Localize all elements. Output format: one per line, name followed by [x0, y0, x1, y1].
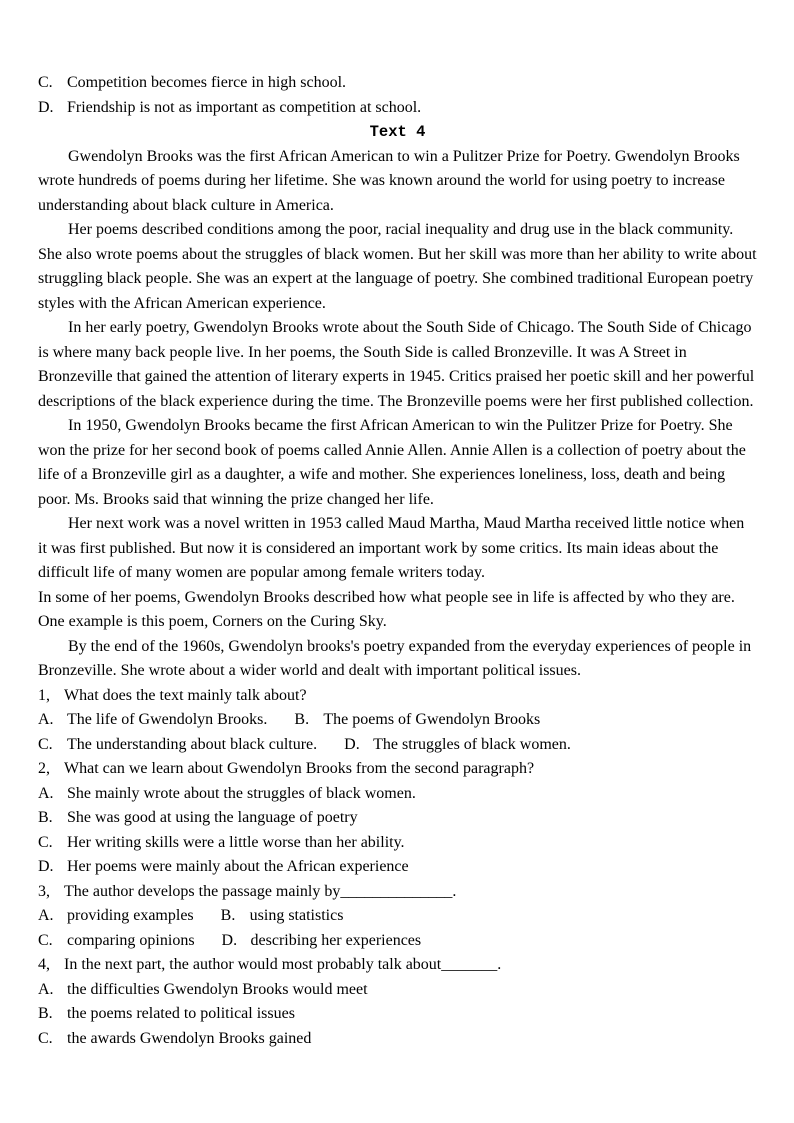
option-letter: A.	[38, 784, 54, 802]
question-number: 4,	[38, 956, 50, 973]
passage-paragraph: By the end of the 1960s, Gwendolyn brooks's poetry expanded from the everyday experiences of people in Bronzeville. She wrote about a wider world and dealt with important political issues.	[38, 637, 752, 679]
passage-paragraph: Gwendolyn Brooks was the first African American to win a Pulitzer Prize for Poetry. Gwendolyn Brooks wrote hundreds of poems during her lifetime. She was known around the world for using poetry to increase understanding about black culture in America.	[38, 147, 740, 214]
option-text: The life of Gwendolyn Brooks.	[67, 711, 268, 728]
option-row	[38, 708, 757, 733]
answer-option	[38, 736, 317, 753]
answer-option	[38, 96, 757, 121]
option-text: Her poems were mainly about the African experience	[67, 858, 409, 875]
option-text: Her writing skills were a little worse than her ability.	[67, 833, 405, 851]
option-text: Competition becomes fierce in high school.	[67, 74, 347, 91]
option-letter: A.	[38, 980, 54, 998]
question-number: 3,	[38, 882, 50, 900]
question-stem-line	[38, 757, 757, 782]
answer-option	[38, 831, 757, 856]
question-number: 1,	[38, 686, 50, 704]
answer-option	[38, 806, 757, 831]
answer-option	[38, 1002, 757, 1027]
question-block	[38, 953, 757, 1051]
question-block	[38, 757, 757, 880]
question-stem: In the next part, the author would most probably talk about_______.	[64, 956, 502, 973]
question-stem-line	[38, 953, 757, 978]
option-text: The understanding about black culture.	[67, 735, 318, 753]
question-block	[38, 880, 757, 954]
answer-option	[38, 907, 194, 924]
answer-option	[38, 978, 757, 1003]
option-row	[38, 733, 757, 758]
question-stem: The author develops the passage mainly by______________.	[64, 882, 457, 900]
answer-option	[38, 711, 267, 728]
option-letter: C.	[38, 735, 53, 753]
option-row	[38, 904, 757, 929]
passage-paragraph: Her next work was a novel written in 1953 called Maud Martha, Maud Martha received little notice when it was first published. But now it is considered an important work by some critics. Its main ideas about the difficult life of many women are popular among female writers today.	[38, 515, 745, 581]
question-number: 2,	[38, 760, 50, 777]
option-text: using statistics	[249, 907, 344, 924]
option-text: Friendship is not as important as competition at school.	[67, 98, 422, 116]
option-text: providing examples	[67, 907, 194, 924]
question-block	[38, 684, 757, 758]
option-text: The struggles of black women.	[373, 735, 571, 753]
option-letter: B.	[220, 907, 236, 924]
option-letter: B.	[294, 711, 310, 728]
option-text: describing her experiences	[250, 931, 422, 949]
option-text: She was good at using the language of poetry	[67, 809, 358, 826]
option-letter: D.	[38, 98, 54, 116]
option-letter: D.	[344, 735, 360, 753]
option-text: The poems of Gwendolyn Brooks	[323, 711, 541, 728]
answer-option	[221, 907, 344, 924]
option-text: comparing opinions	[67, 931, 195, 949]
answer-option	[38, 1027, 757, 1052]
option-letter: C.	[38, 931, 53, 949]
answer-option	[38, 855, 757, 880]
option-letter: D.	[38, 858, 54, 875]
option-letter: C.	[38, 1029, 53, 1047]
option-letter: D.	[221, 931, 238, 949]
option-letter: A.	[38, 907, 54, 924]
option-row	[38, 929, 757, 954]
question-stem-line	[38, 880, 757, 905]
option-text: the difficulties Gwendolyn Brooks would meet	[67, 980, 368, 998]
passage-paragraph: In 1950, Gwendolyn Brooks became the first African American to win the Pulitzer Prize for Poetry. She won the prize for her second book of poems called Annie Allen. Annie Allen is a collection of poetry about the life of a Bronzeville girl as a daughter, a wife and mother. She experiences loneliness, loss, death and being poor. Ms. Brooks said that winning the prize changed her life.	[38, 417, 746, 508]
option-letter: B.	[38, 1005, 53, 1022]
answer-option	[344, 736, 571, 753]
option-text: She mainly wrote about the struggles of black women.	[67, 784, 416, 802]
option-text: the awards Gwendolyn Brooks gained	[67, 1029, 312, 1047]
answer-option	[294, 711, 540, 728]
answer-option	[222, 932, 422, 949]
question-stem-line	[38, 684, 757, 709]
passage-paragraph: Her poems described conditions among the poor, racial inequality and drug use in the black community. She also wrote poems about the struggles of black women. But her skill was more than her ability to write about struggling black people. She was an expert at the language of poetry. She combined traditional European poetry styles with the African American experience.	[38, 221, 757, 312]
option-letter: B.	[38, 809, 53, 826]
question-stem: What can we learn about Gwendolyn Brooks from the second paragraph?	[64, 760, 535, 777]
option-letter: C.	[38, 74, 53, 91]
passage-paragraph: In her early poetry, Gwendolyn Brooks wrote about the South Side of Chicago. The South Side of Chicago is where many back people live. In her poems, the South Side is called Bronzeville. It was A Street in Bronzeville that gained the attention of literary experts in 1945. Critics praised her poetic skill and her powerful descriptions of the black experience during the time. The Bronzeville poems were her first published collection.	[38, 319, 755, 410]
section-heading: Text 4	[369, 123, 426, 141]
option-letter: A.	[38, 711, 54, 728]
passage-paragraph: In some of her poems, Gwendolyn Brooks described how what people see in life is affected by who they are. One example is this poem, Corners on the Curing Sky.	[38, 588, 735, 630]
answer-option	[38, 782, 757, 807]
option-text: the poems related to political issues	[67, 1005, 295, 1022]
answer-option	[38, 932, 195, 949]
question-stem: What does the text mainly talk about?	[64, 686, 307, 704]
option-letter: C.	[38, 833, 53, 851]
answer-option	[38, 71, 757, 96]
